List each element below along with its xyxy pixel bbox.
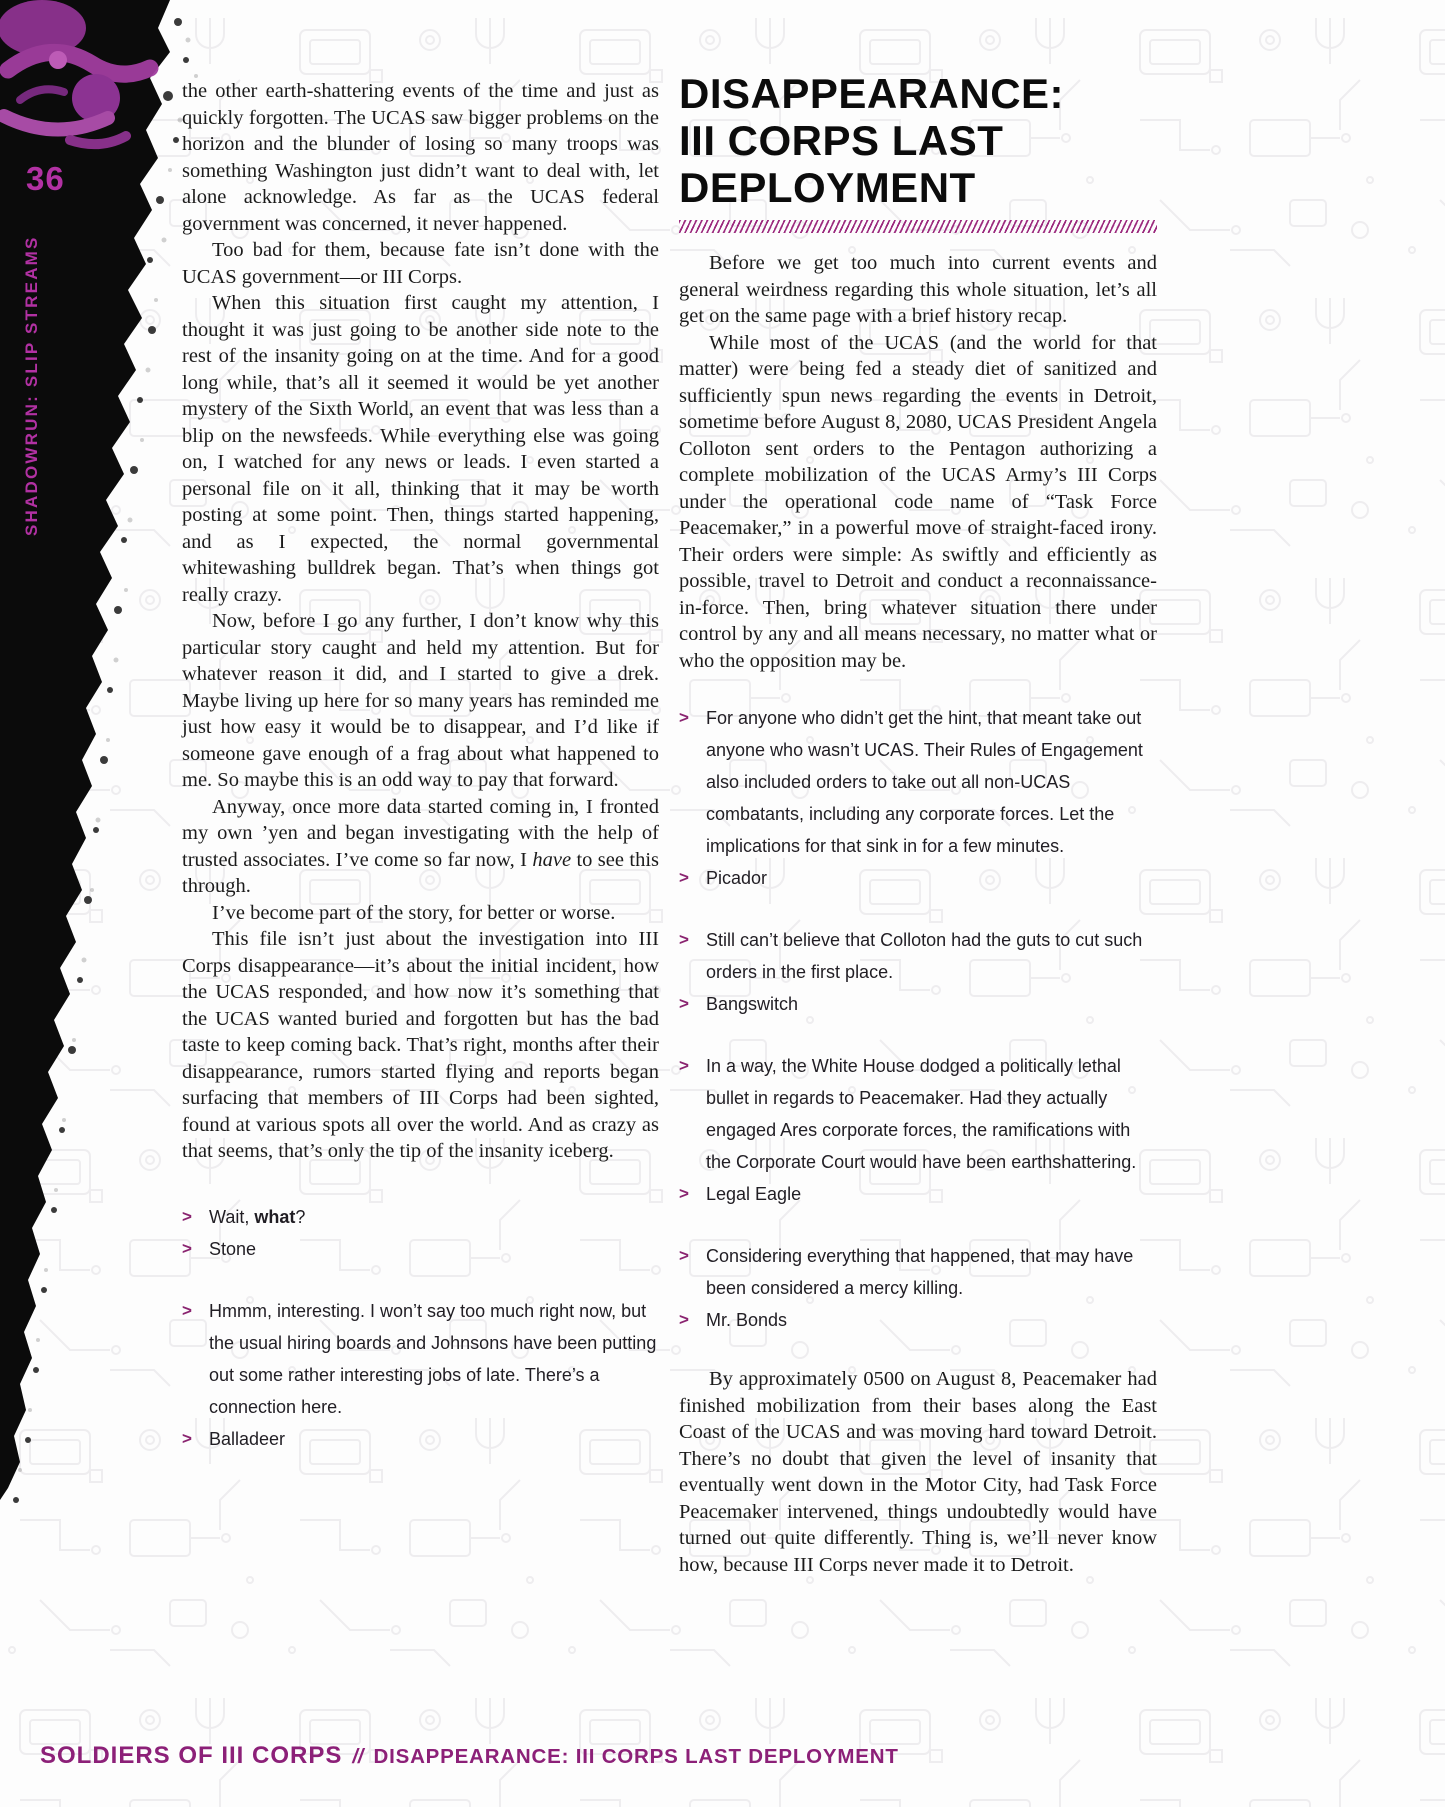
shadowtalk-author-row: [679, 862, 1157, 894]
comment-bold-text: what: [254, 1206, 296, 1227]
shadowtalk-arrow-icon: >: [679, 930, 689, 949]
shadowtalk-comment: [679, 924, 1157, 988]
comment-text: Wait,: [209, 1206, 255, 1227]
heading-line: DISAPPEARANCE:: [679, 70, 1065, 117]
shadowtalk-author: Legal Eagle: [706, 1184, 802, 1204]
shadowtalk-section: [182, 1201, 659, 1455]
shadowtalk-comment: [182, 1201, 659, 1233]
shadowtalk-group: [679, 924, 1157, 1020]
shadowtalk-comment-text: Considering everything that happened, that may have been considered a mercy killing.: [706, 1246, 1134, 1298]
body-paragraph: Too bad for them, because fate isn’t done with the UCAS government—or III Corps.: [182, 239, 659, 288]
emphasized-word: have: [532, 848, 572, 871]
shadowtalk-arrow-icon: >: [182, 1238, 192, 1258]
shadowtalk-author-row: [182, 1233, 659, 1265]
shadowtalk-comment-text: Still can’t believe that Colloton had the guts to cut such orders in the first place.: [706, 930, 1143, 982]
footer-book-title: SOLDIERS OF III CORPS: [40, 1742, 343, 1769]
shadowtalk-group: [182, 1295, 659, 1455]
shadowtalk-arrow-icon: >: [679, 868, 689, 887]
shadowtalk-author-row: [679, 988, 1157, 1020]
body-paragraph: While most of the UCAS (and the world for that matter) were being fed a steady diet of sanitized and sufficiently spun news regarding the events in Detroit, sometime before August 8, 2080, UCAS President Angela Colloton sent orders to the Pentagon authorizing a complete mobilization of the UCAS Army’s III Corps under the operational code name of “Task Force Peacemaker,” in a powerful move of straight-faced irony. Their orders were simple: As swiftly and efficiently as possible, travel to Detroit and conduct a reconnaissance-in-force. Then, bring whatever situation there under control by any and all means necessary, no matter what or who the opposition may be.: [679, 331, 1157, 672]
shadowtalk-comment-text: Hmmm, interesting. I won’t say too much right now, but the usual hiring boards and Johnsons have been putting out some rather interesting jobs of late. There’s a connection here.: [209, 1300, 657, 1417]
shadowtalk-author: Balladeer: [209, 1428, 286, 1449]
shadowtalk-comment-text: For anyone who didn’t get the hint, that meant take out anyone who wasn’t UCAS. Their Rules of Engagement also included orders to take out all non-UCAS combatants, including any corporate forces. Let the implications for that sink in for a few minutes.: [706, 708, 1143, 856]
shadowtalk-comment: [679, 702, 1157, 862]
body-paragraph: Before we get too much into current events and general weirdness regarding this whole situation, let’s all get on the same page with a brief history recap.: [679, 252, 1157, 327]
body-paragraph: [182, 794, 659, 900]
body-paragraph: the other earth-shattering events of the time and just as quickly forgotten. The UCAS saw bigger problems on the horizon and the blunder of losing so many troops was something Washington just didn’t want to deal with, let alone acknowledge. As far as the UCAS federal government was concerned, it never happened.: [182, 80, 659, 235]
heading-underline-hatch: [679, 220, 1157, 233]
heading-line: III CORPS LAST: [679, 117, 1004, 164]
shadowtalk-arrow-icon: >: [182, 1428, 192, 1448]
shadowtalk-section: [679, 702, 1157, 1336]
shadowtalk-comment-text: In a way, the White House dodged a politically lethal bullet in regards to Peacemaker. Had they actually engaged Ares corporate forces, the ramifications with the Corporate Court would have been earthshattering.: [706, 1056, 1137, 1172]
page-number: 36: [26, 160, 65, 197]
shadowtalk-group: [679, 702, 1157, 894]
page-footer: [40, 1742, 899, 1770]
shadowtalk-arrow-icon: >: [679, 994, 689, 1013]
shadowtalk-comment: [679, 1050, 1157, 1178]
shadowtalk-comment: [182, 1295, 659, 1423]
shadowtalk-group: [679, 1240, 1157, 1336]
paragraph-text: to see this through.: [182, 848, 659, 897]
shadowtalk-author: Stone: [209, 1238, 257, 1259]
body-paragraph: By approximately 0500 on August 8, Peacemaker had finished mobilization from their bases along the East Coast of the UCAS and was moving hard toward Detroit. There’s no doubt that given the level of insanity that eventually went down in the Motor City, had Task Force Peacemaker intervened, things undoubtedly would have turned out quite differently. Thing is, we’ll never know how, because III Corps never made it to Detroit.: [679, 1368, 1157, 1576]
shadowtalk-group: [679, 1050, 1157, 1210]
paragraph-text: Anyway, once more data started coming in, I fronted my own ’yen and began investigating with the help of trusted associates. I’ve come so far now, I: [182, 795, 659, 871]
shadowtalk-arrow-icon: >: [679, 1246, 689, 1265]
shadowtalk-arrow-icon: >: [182, 1300, 192, 1320]
footer-separator: //: [352, 1746, 364, 1768]
shadowtalk-author-row: [182, 1423, 659, 1455]
shadowtalk-arrow-icon: >: [679, 1184, 689, 1203]
shadowtalk-arrow-icon: >: [182, 1206, 192, 1226]
body-paragraph: Now, before I go any further, I don’t know why this particular story caught and held my attention. But for whatever reason it did, and I started to give a drek. Maybe living up here for so many years has reminded me just how easy it would be to disappear, and I’d like if someone gave enough of a frag about what happened to me. So maybe this is an odd way to pay that forward.: [182, 610, 659, 791]
body-paragraph: I’ve become part of the story, for better or worse.: [212, 901, 616, 924]
comment-text: ?: [295, 1206, 306, 1227]
shadowtalk-arrow-icon: >: [679, 1056, 689, 1075]
section-heading: [679, 70, 1157, 211]
book-spine-title: SHADOWRUN: SLIP STREAMS: [22, 235, 41, 536]
shadowtalk-author-row: [679, 1304, 1157, 1336]
heading-line: DEPLOYMENT: [679, 164, 976, 211]
right-column: [679, 70, 1157, 1578]
body-paragraph: This file isn’t just about the investigation into III Corps disappearance—it’s about the initial incident, how the UCAS responded, and how now it’s something that the UCAS wanted buried and forgotten but has the bad taste to keep coming back. That’s right, months after their disappearance, rumors started flying and reports began surfacing that members of III Corps had been sighted, found at various spots all over the world. And as crazy as that seems, that’s only the tip of the insanity iceberg.: [182, 928, 659, 1162]
shadowtalk-author: Mr. Bonds: [706, 1310, 788, 1330]
shadowtalk-author: Picador: [706, 868, 768, 888]
shadowtalk-arrow-icon: >: [679, 708, 689, 727]
shadowtalk-author: Bangswitch: [706, 994, 799, 1014]
shadowtalk-group: [182, 1201, 659, 1265]
left-column: [182, 78, 659, 1455]
shadowtalk-comment: [679, 1240, 1157, 1304]
shadowtalk-author-row: [679, 1178, 1157, 1210]
footer-chapter-title: DISAPPEARANCE: III CORPS LAST DEPLOYMENT: [373, 1745, 899, 1768]
shadowtalk-comment-text: [209, 1201, 659, 1233]
shadowtalk-arrow-icon: >: [679, 1310, 689, 1329]
body-paragraph: When this situation first caught my attention, I thought it was just going to be another side note to the rest of the insanity going on at the time. And for a good long while, that’s all it seemed it would be yet another mystery of the Sixth World, an event that was less than a blip on the newsfeeds. While everything else was going on, I watched for any news or leads. I even started a personal file on it all, thinking that it may be worth posting at some point. Then, things started happening, and as I expected, the normal governmental whitewashing bulldrek began. That’s when things got really crazy.: [182, 292, 659, 606]
